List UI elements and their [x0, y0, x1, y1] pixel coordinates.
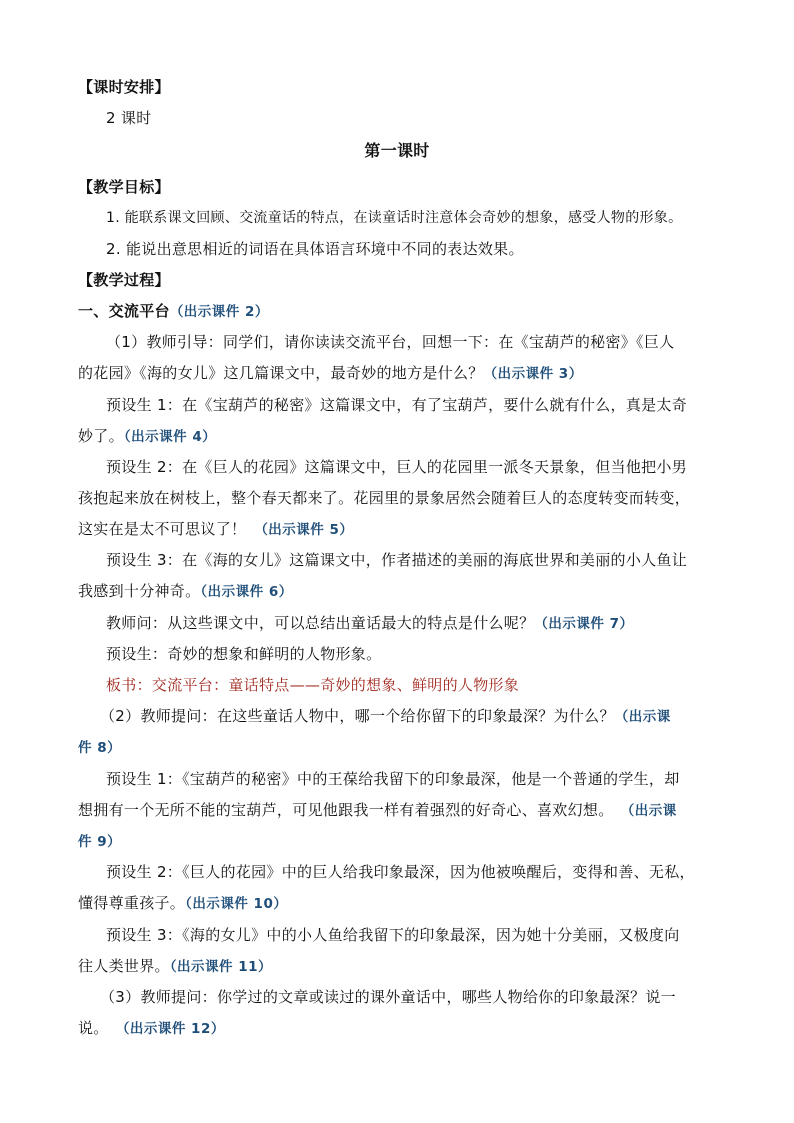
p3-line-2	[78, 580, 734, 603]
part1-title-line	[78, 300, 734, 323]
board-line	[106, 674, 734, 696]
q1-line-1: （1）教师引导：同学们，请你读读交流平台，回想一下：在《宝葫芦的秘密》《巨人	[106, 333, 675, 351]
p1-line-2-text: 妙了。	[78, 427, 124, 445]
t1-ref: （出示课件 7）	[534, 616, 634, 632]
q2-line-1	[100, 705, 734, 728]
q2-ref-2: 件 8）	[78, 740, 122, 756]
board-content: 童话特点——奇妙的想象、鲜明的人物形象	[228, 676, 520, 694]
p2-line-3	[78, 518, 734, 541]
p2-line-2: 孩抱起来放在树枝上，整个春天都来了。花园里的景象居然会随着巨人的态度转变而转变，	[78, 489, 691, 507]
p7-ref: （出示课件 11）	[169, 959, 273, 975]
p3-line-1: 预设生 3：在《海的女儿》这篇课文中，作者描述的美丽的海底世界和美丽的小人鱼让	[106, 551, 688, 569]
p6-line-2-text: 懂得尊重孩子。	[78, 894, 186, 912]
p5-line-1: 预设生 1：《宝葫芦的秘密》中的王葆给我留下的印象最深，他是一个普通的学生，却	[106, 770, 680, 788]
board-label: 板书：交流平台：	[106, 676, 229, 694]
p2-ref: （出示课件 5）	[254, 522, 354, 538]
p6-ref: （出示课件 10）	[185, 896, 288, 912]
p1-ref: （出示课件 4）	[123, 429, 217, 445]
q2-line-1-text: （2）教师提问：在这些童话人物中，哪一个给你留下的印象最深？为什么？	[100, 707, 615, 725]
p5-line-2	[78, 799, 734, 822]
process-heading: 【教学过程】	[78, 271, 170, 289]
p3-line-2-text: 我感到十分神奇。	[78, 582, 201, 600]
part1-title: 一、交流平台	[78, 302, 170, 320]
t1-line	[106, 612, 734, 635]
goals-heading: 【教学目标】	[78, 178, 170, 196]
p5-ref-1: （出示课	[627, 803, 677, 819]
p7-line-2	[78, 955, 734, 978]
schedule-heading: 【课时安排】	[78, 78, 170, 96]
p6-line-2	[78, 892, 734, 915]
p1-line-1: 预设生 1：在《宝葫芦的秘密》这篇课文中，有了宝葫芦，要什么就有什么，真是太奇	[106, 396, 688, 414]
goal-item-1: 1. 能联系课文回顾、交流童话的特点，在读童话时注意体会奇妙的想象，感受人物的形象。	[106, 210, 683, 226]
p7-line-2-text: 往人类世界。	[78, 957, 170, 975]
t1-text: 教师问：从这些课文中，可以总结出童话最大的特点是什么呢？	[106, 614, 535, 632]
p1-line-2	[78, 425, 734, 448]
q1-line-2-text: 的花园》《海的女儿》这几篇课文中，最奇妙的地方是什么？	[78, 364, 484, 382]
q3-line-2-text: 说。	[78, 1019, 109, 1037]
schedule-value: 2 课时	[106, 109, 152, 127]
p2-line-1: 预设生 2：在《巨人的花园》这篇课文中，巨人的花园里一派冬天景象，但当他把小男	[106, 458, 688, 476]
p5-ref-2: 件 9）	[78, 834, 122, 850]
p7-line-1: 预设生 3：《海的女儿》中的小人鱼给我留下的印象最深，因为她十分美丽，又极度向	[106, 926, 680, 944]
p4-line: 预设生：奇妙的想象和鲜明的人物形象。	[106, 645, 382, 663]
p5-line-2-text: 想拥有一个无所不能的宝葫芦，可见他跟我一样有着强烈的好奇心、喜欢幻想。	[78, 801, 614, 819]
goal-item-2: 2. 能说出意思相近的词语在具体语言环境中不同的表达效果。	[106, 240, 524, 258]
q3-ref: （出示课件 12）	[122, 1021, 225, 1037]
p6-line-1: 预设生 2：《巨人的花园》中的巨人给我印象最深，因为他被唤醒后，变得和善、无私，	[106, 863, 695, 881]
q3-line-1: （3）教师提问：你学过的文章或读过的课外童话中，哪些人物给你的印象最深？说一	[100, 988, 676, 1006]
q2-ref-1: （出示课	[614, 709, 671, 725]
part1-ref: （出示课件 2）	[169, 304, 269, 320]
q3-line-2	[78, 1017, 734, 1040]
p3-ref: （出示课件 6）	[200, 584, 293, 600]
p2-line-3-text: 这实在是太不可思议了！	[78, 520, 247, 538]
q2-line-2	[78, 736, 734, 759]
q1-ref: （出示课件 3）	[483, 366, 583, 382]
p5-line-3	[78, 830, 734, 853]
q1-line-2	[78, 362, 734, 385]
lesson-title: 第一课时	[364, 141, 430, 160]
